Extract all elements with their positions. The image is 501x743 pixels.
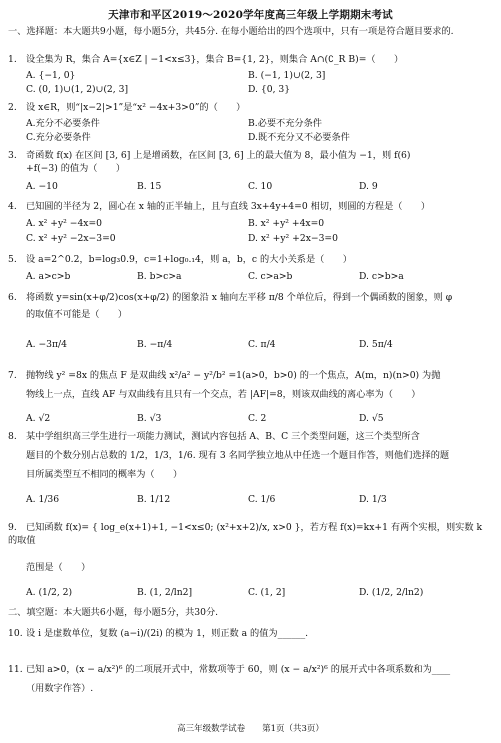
question-3 xyxy=(8,149,494,175)
option-b: B. (−1, 1)∪(2, 3] xyxy=(248,70,326,81)
question-text: 设 x∈R，则“|x−2|>1”是“x² −4x+3>0”的（ ） xyxy=(26,102,246,113)
page-footer: 高三年级数学试卷 第1页（共3页） xyxy=(177,724,324,734)
question-number: 9. xyxy=(8,522,17,533)
option-c: C. 2 xyxy=(248,413,267,424)
option-c: C. 10 xyxy=(248,181,273,192)
option-d: D. 1/3 xyxy=(359,494,387,505)
question-text: 已知 a>0，(x − a/x²)⁶ 的二项展开式中，常数项等于 60，则 (x − a/x²)⁶ 的展开式中各项系数和为____ xyxy=(26,664,451,675)
option-d: D. 5π/4 xyxy=(359,339,393,350)
option-b: B. (1, 2/ln2] xyxy=(137,587,193,598)
question-11 xyxy=(8,663,494,695)
question-number: 10. xyxy=(8,628,23,639)
question-number: 11. xyxy=(8,664,23,675)
question-5 xyxy=(8,253,494,266)
option-c: C. π/4 xyxy=(248,339,276,350)
option-a: A. (1/2, 2) xyxy=(26,587,73,598)
question-number: 5. xyxy=(8,254,17,265)
question-number: 7. xyxy=(8,370,17,381)
option-a: A. x² +y² −4x=0 xyxy=(26,218,103,229)
question-text-continued: 目所属类型互不相同的概率为（ ） xyxy=(26,469,183,480)
question-10 xyxy=(8,627,494,640)
question-4 xyxy=(8,200,494,213)
question-text: 设 i 是虚数单位，复数 (a−i)/(2i) 的模为 1，则正数 a 的值为______. xyxy=(26,628,309,639)
question-number: 8. xyxy=(8,431,17,442)
option-a: A. 1/36 xyxy=(26,494,60,505)
option-d: D. c>b>a xyxy=(359,271,404,282)
question-6 xyxy=(8,291,494,321)
option-c: C. (0, 1)∪(1, 2)∪(2, 3] xyxy=(26,84,129,95)
question-number: 3. xyxy=(8,150,17,161)
option-b: B. b>c>a xyxy=(137,271,182,282)
question-text-continued: 物线上一点，直线 AF 与双曲线有且只有一个交点，若 |AF|=8，则该双曲线的离心率为（ ） xyxy=(26,389,421,400)
question-text-continued: 的取值不可能是（ ） xyxy=(26,309,128,320)
question-number: 1. xyxy=(8,54,17,65)
option-c: C. x² +y² −2x−3=0 xyxy=(26,233,116,244)
option-b: B. x² +y² +4x=0 xyxy=(248,218,325,229)
option-c: C. 1/6 xyxy=(248,494,276,505)
option-a: A. a>c>b xyxy=(26,271,71,282)
question-text-continued: 范围是（ ） xyxy=(26,562,91,573)
question-2 xyxy=(8,101,494,114)
question-text: 将函数 y=sin(x+φ/2)cos(x+φ/2) 的图象沿 x 轴向左平移 π/8 个单位后，得到一个偶函数的图象，则 φ xyxy=(26,292,453,303)
option-a: A. −10 xyxy=(26,181,58,192)
exam-title: 天津市和平区2019～2020学年度高三年级上学期期末考试 xyxy=(108,9,393,21)
question-7 xyxy=(8,369,494,401)
question-1 xyxy=(8,53,494,66)
option-a: A. {−1, 0} xyxy=(26,70,76,81)
question-text: 设 a=2^0.2，b=log₃0.9，c=1+log₀.₁4，则 a，b，c 的大小关系是（ ） xyxy=(26,254,352,265)
option-d: D. 9 xyxy=(359,181,378,192)
option-b: B.必要不充分条件 xyxy=(248,118,322,129)
question-8 xyxy=(8,430,494,481)
question-text: 已知圆的半径为 2，圆心在 x 轴的正半轴上，且与直线 3x+4y+4=0 相切，则圆的方程是（ ） xyxy=(26,201,431,212)
question-text-continued: 题目的个数分别占总数的 1/2，1/3，1/6. 现有 3 名同学独立地从中任选一个题目作答，则他们选择的题 xyxy=(26,450,450,461)
option-d: D.既不充分又不必要条件 xyxy=(248,132,350,143)
question-text: 奇函数 f(x) 在区间 [3, 6] 上是增函数，在区间 [3, 6] 上的最大值为 8，最小值为 −1，则 f(6) xyxy=(26,150,411,161)
option-c: C. (1, 2] xyxy=(248,587,286,598)
option-d: D. √5 xyxy=(359,413,384,424)
option-b: B. 1/12 xyxy=(137,494,171,505)
question-text: 某中学组织高三学生进行一项能力测试，测试内容包括 A、B、C 三个类型问题，这三个类型所含 xyxy=(26,431,420,442)
option-b: B. −π/4 xyxy=(137,339,173,350)
question-number: 2. xyxy=(8,102,17,113)
option-d: D. x² +y² +2x−3=0 xyxy=(248,233,338,244)
option-b: B. √3 xyxy=(137,413,162,424)
question-text: 已知函数 f(x)= { log_e(x+1)+1, −1<x≤0; (x²+x+2)/x, x>0 }，若方程 f(x)=kx+1 有两个实根，则实数 k 的取值 xyxy=(8,522,483,546)
section-1-instructions: 一、选择题：本大题共9小题，每小题5分，共45分. 在每小题给出的四个选项中，只有一项是符合题目要求的. xyxy=(8,26,454,37)
section-2-instructions: 二、填空题：本大题共6小题，每小题5分，共30分. xyxy=(8,607,219,618)
question-text: 设全集为 R，集合 A={x∈Z | −1<x≤3}，集合 B={1, 2}，则集合 A∩(∁_R B)=（ ） xyxy=(26,54,404,65)
option-d: D. (1/2, 2/ln2) xyxy=(359,587,424,598)
question-text-continued: （用数字作答）. xyxy=(26,683,94,694)
question-text: 抛物线 y² =8x 的焦点 F 是双曲线 x²/a² − y²/b² =1(a>0，b>0) 的一个焦点，A(m，n)(n>0) 为抛 xyxy=(26,370,441,381)
question-number: 4. xyxy=(8,201,17,212)
option-d: D. {0, 3} xyxy=(248,84,291,95)
option-a: A. −3π/4 xyxy=(26,339,67,350)
option-b: B. 15 xyxy=(137,181,162,192)
question-text-continued: +f(−3) 的值为（ ） xyxy=(26,163,126,174)
option-c: C.充分必要条件 xyxy=(26,132,91,143)
question-number: 6. xyxy=(8,292,17,303)
option-c: C. c>a>b xyxy=(248,271,293,282)
question-9 xyxy=(8,521,494,574)
option-a: A.充分不必要条件 xyxy=(26,118,100,129)
option-a: A. √2 xyxy=(26,413,51,424)
